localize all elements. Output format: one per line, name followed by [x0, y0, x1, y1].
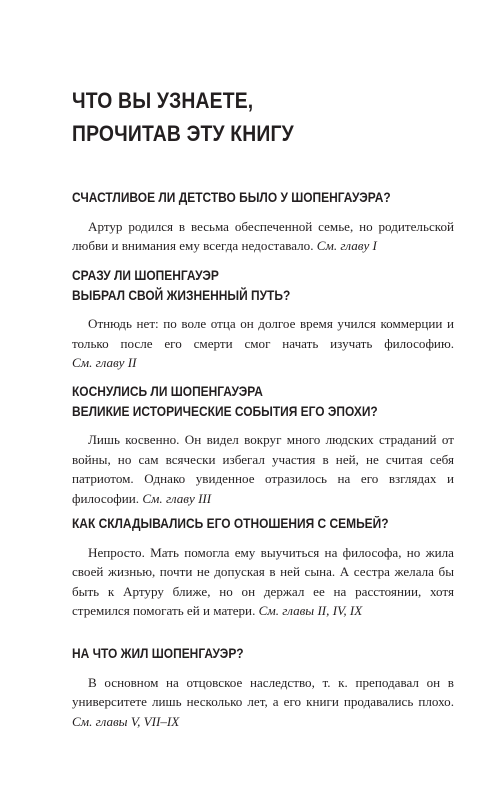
- page-title: [72, 84, 401, 150]
- qa-block-5: [72, 644, 454, 731]
- qa-block-3: [72, 382, 454, 508]
- answer-paragraph: [72, 543, 454, 621]
- book-page: [72, 84, 454, 150]
- chapter-reference: См. главу III: [142, 490, 212, 506]
- chapter-reference: См. главы II, IV, IX: [258, 603, 363, 619]
- question-line: КОСНУЛИСЬ ЛИ ШОПЕНГАУЭРА: [72, 384, 263, 399]
- chapter-reference: См. главу II: [72, 355, 137, 371]
- qa-block-1: [72, 188, 454, 256]
- qa-block-4: [72, 514, 454, 621]
- answer-paragraph: [72, 314, 454, 373]
- answer-text: Отнюдь нет: по воле отца он долгое время учился коммерции и только после его смерти смог начать изучать философию.: [72, 316, 454, 351]
- answer-text: Лишь косвенно. Он видел вокруг много людских страданий от войны, но сам всячески избегал участия в ней, не считая себя патриотом. Однако увиденное отразилось на его взглядах и философии.: [72, 432, 454, 506]
- answer-text: Непросто. Мать помогла ему выучиться на философа, но жила своей жизнью, почти не допуская в ней сына. А сестра желала бы быть к Артуру ближе, но он держал ее на расстоянии, хотя стремился помогать ей и матери.: [72, 544, 454, 619]
- chapter-reference: См. главы V, VII–IX: [72, 713, 180, 729]
- question-heading: [72, 266, 408, 305]
- answer-text: Артур родился в весьма обеспеченной семье, но родительской любви и внимания ему всегда недоставало.: [72, 218, 454, 254]
- question-line: ВЫБРАЛ СВОЙ ЖИЗНЕННЫЙ ПУТЬ?: [72, 287, 291, 303]
- answer-text: В основном на отцовское наследство, т. к. преподавал он в университете лишь несколько лет, а его книги продавались плохо.: [72, 674, 454, 710]
- question-heading: [72, 644, 408, 664]
- answer-paragraph: [72, 673, 454, 732]
- chapter-reference: См. главу I: [316, 238, 377, 254]
- question-line: ВЕЛИКИЕ ИСТОРИЧЕСКИЕ СОБЫТИЯ ЕГО ЭПОХИ?: [72, 403, 378, 419]
- qa-block-2: [72, 266, 454, 373]
- question-line: НА ЧТО ЖИЛ ШОПЕНГАУЭР?: [72, 646, 244, 661]
- question-line: СРАЗУ ЛИ ШОПЕНГАУЭР: [72, 268, 219, 283]
- question-heading: [72, 514, 408, 534]
- title-line-1: ЧТО ВЫ УЗНАЕТЕ,: [72, 88, 254, 113]
- answer-paragraph: [72, 217, 454, 256]
- question-heading: [72, 382, 408, 421]
- question-line: СЧАСТЛИВОЕ ЛИ ДЕТСТВО БЫЛО У ШОПЕНГАУЭРА?: [72, 190, 391, 205]
- title-line-2: ПРОЧИТАВ ЭТУ КНИГУ: [72, 121, 294, 146]
- question-heading: [72, 188, 408, 208]
- answer-paragraph: [72, 430, 454, 508]
- question-line: КАК СКЛАДЫВАЛИСЬ ЕГО ОТНОШЕНИЯ С СЕМЬЕЙ?: [72, 516, 389, 531]
